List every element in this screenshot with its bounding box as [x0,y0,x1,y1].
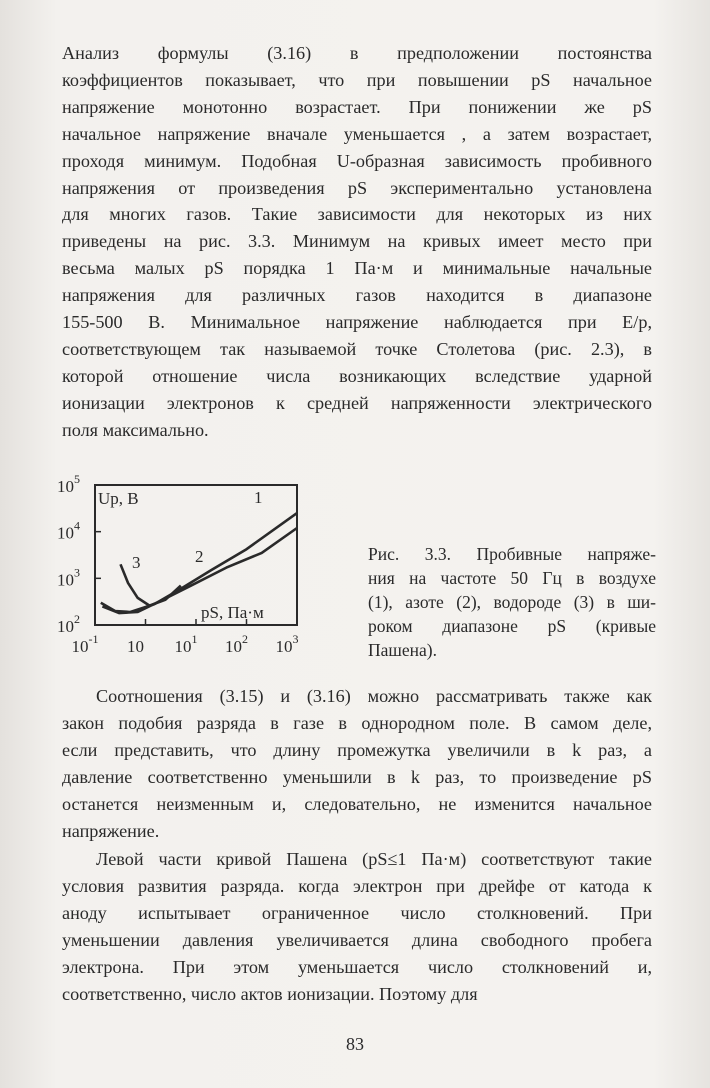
paragraph-2-line: если представить, что длину промежутка увеличили в k раз, а [62,739,652,760]
paragraph-1-line: ионизации электронов к средней напряженности электрического [62,392,652,413]
caption-line: (1), азоте (2), водороде (3) в ши- [368,592,656,612]
x-tick-label [276,632,299,656]
tick-exponent: 3 [74,565,80,580]
tick-base: 10 [174,637,192,656]
paragraph-1-line: 155-500 В. Минимальное напряжение наблюдается при E/p, [62,312,652,333]
tick-base: 10 [57,477,74,496]
paragraph-1-line: приведены на рис. 3.3. Минимум на кривых имеет место при [62,231,652,252]
paragraph-3-line: Левой части кривой Пашена (pS≤1 Па·м) соответствуют такие [96,849,652,869]
tick-base: 10 [57,523,74,543]
paragraph-2-line: давление соответственно уменьшили в k раз, то произведение pS [62,766,652,787]
paragraph-3-line: электрона. При этом уменьшается число столкновений и, [62,956,652,977]
caption-line: ния на частоте 50 Гц в воздухе [368,568,656,588]
paragraph-1-line: начальное напряжение вначале уменьшается , а затем возрастает, [62,123,652,144]
paragraph-1-line: соответствующем так называемой точке Столетова (рис. 2.3), в [62,338,652,359]
paragraph-3-line: уменьшении давления увеличивается длина свободного пробега [62,929,652,950]
caption-line: роком диапазоне pS (кривые [368,616,656,636]
paragraph-3-line: условия развития разряда. когда электрон при дрейфе от катода к [62,875,652,896]
x-tick-label [225,632,248,656]
series-label-1: 1 [254,488,263,507]
paragraph-1-line: которой отношение числа возникающих вследствие ударной [62,365,652,386]
tick-base: 10 [127,637,144,656]
tick-base: 10 [275,637,293,656]
tick-exponent: -1 [88,632,99,646]
paragraph-1 [62,40,652,444]
tick-exponent: 2 [242,632,248,646]
paragraph-1-line: напряжения для различных газов находится в диапазоне [62,285,652,306]
paragraph-2-line: закон подобия разряда в газе в однородном поле. В самом деле, [62,712,652,733]
paragraph-3-line: соответственно, число актов ионизации. Поэтому для [62,983,478,1004]
tick-base: 10 [57,570,74,590]
paragraph-1-line: для многих газов. Такие зависимости для некоторых из них [62,204,652,225]
y-tick-label [57,565,80,589]
x-tick-label [72,632,99,656]
tick-exponent: 1 [191,632,198,646]
tick-exponent: 2 [74,612,80,626]
paragraph-2-line: Соотношения (3.15) и (3.16) можно рассматривать также как [96,686,652,706]
paragraph-3 [62,846,652,1007]
paragraph-1-line: напряжение монотонно возрастает. При понижении же pS [62,96,652,117]
tick-base: 10 [225,637,242,656]
series-label-2: 2 [195,547,204,566]
y-axis-label: Up, В [98,489,139,508]
tick-exponent: 4 [74,518,80,533]
figure-3-3-chart [50,470,350,670]
tick-base: 10 [71,637,89,656]
paragraph-1-line: поля максимально. [62,419,209,440]
paragraph-1-line: весьма малых pS порядка 1 Па·м и минимальные начальные [62,258,652,279]
paragraph-2-line: напряжение. [62,820,160,841]
paragraph-3-line: аноду испытывает ограниченное число столкновений. При [62,902,652,923]
paragraph-1-line: проходя минимум. Подобная U-образная зависимость пробивного [62,150,652,171]
tick-base: 10 [57,617,74,636]
series-label-3: 3 [132,553,141,572]
caption-line: Пашена). [368,640,437,660]
y-tick-label [57,612,80,636]
paragraph-2-line: останется неизменным и, следовательно, не изменится начальное [62,793,652,814]
paragraph-1-line: Анализ формулы (3.16) в предположении постоянства [62,43,652,63]
x-tick-label [175,632,198,656]
paragraph-1-line: напряжения от произведения pS экспериментально установлена [62,177,652,198]
tick-exponent: 3 [292,632,299,646]
x-tick-label [127,637,144,656]
caption-line: Рис. 3.3. Пробивные напряже- [368,544,656,564]
y-tick-label [57,519,80,543]
paragraph-2 [62,683,652,844]
tick-exponent: 5 [74,472,80,486]
x-axis-label: pS, Па·м [201,603,264,622]
series-curve-3 [121,564,181,605]
y-tick-label [57,472,80,496]
page-number: 83 [346,1034,364,1054]
figure-caption [368,542,656,662]
paragraph-1-line: коэффициентов показывает, что при повышении pS начальное [62,69,652,90]
